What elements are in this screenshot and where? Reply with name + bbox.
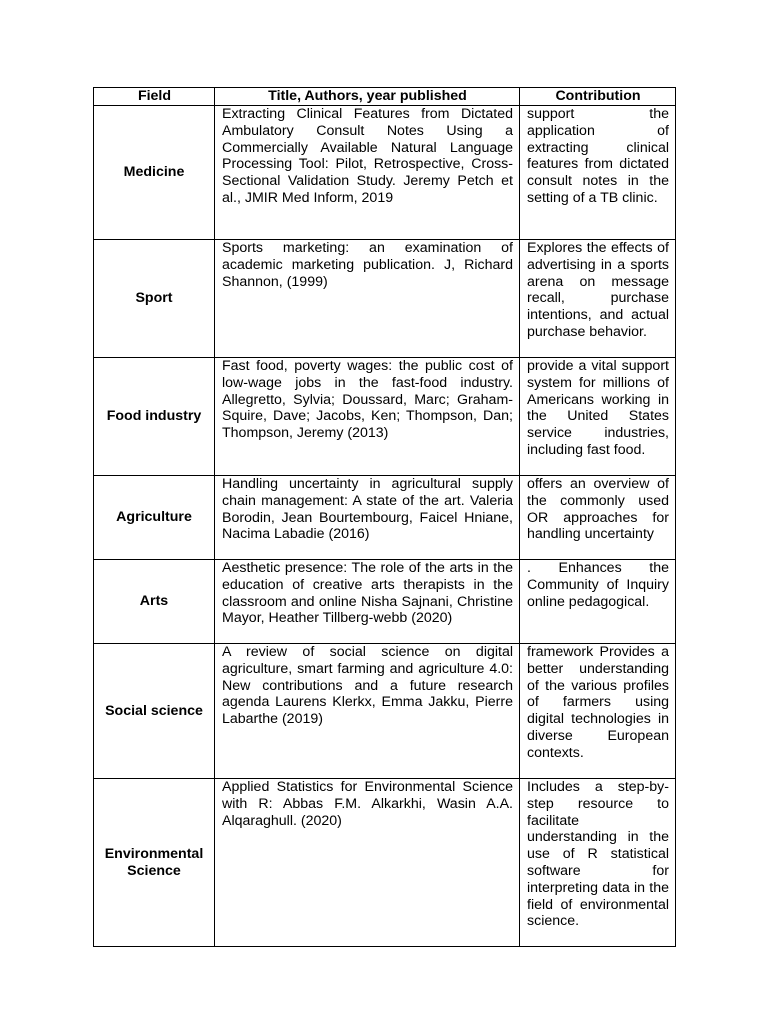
table-row — [94, 240, 676, 358]
table-row — [94, 560, 676, 644]
contribution-cell: provide a vital support system for millions of Americans working in the United States service industries, including fast food. — [520, 358, 676, 476]
field-cell: Sport — [94, 240, 215, 358]
field-cell: Medicine — [94, 106, 215, 240]
contribution-cell: . Enhances the Community of Inquiry online pedagogical. — [520, 560, 676, 644]
title-cell: A review of social science on digital agriculture, smart farming and agriculture 4.0: New contributions and a future research agenda Laurens Klerkx, Emma Jakku, Pierre Labarthe (2019) — [215, 644, 520, 779]
table-row — [94, 106, 676, 240]
contribution-cell: offers an overview of the commonly used OR approaches for handling uncertainty — [520, 476, 676, 560]
title-cell: Handling uncertainty in agricultural supply chain management: A state of the art. Valeria Borodin, Jean Bourtembourg, Faicel Hniane, Nacima Labadie (2016) — [215, 476, 520, 560]
field-cell: Food industry — [94, 358, 215, 476]
field-cell: Agriculture — [94, 476, 215, 560]
header-contribution: Contribution — [520, 88, 676, 106]
field-cell: Environmental Science — [94, 779, 215, 947]
table-row — [94, 644, 676, 779]
title-cell: Fast food, poverty wages: the public cost of low-wage jobs in the fast-food industry. Allegretto, Sylvia; Doussard, Marc; Graham- Squire, Dave; Jacobs, Ken; Thompson, Dan; Thompson, Jeremy (2013) — [215, 358, 520, 476]
table-row — [94, 779, 676, 947]
title-cell: Extracting Clinical Features from Dictated Ambulatory Consult Notes Using a Commercially Available Natural Language Processing Tool: Pilot, Retrospective, Cross-Sectional Validation Study. Jeremy Petch et al., JMIR Med Inform, 2019 — [215, 106, 520, 240]
table-row — [94, 358, 676, 476]
header-title-authors-year: Title, Authors, year published — [215, 88, 520, 106]
contribution-cell: Explores the effects of advertising in a sports arena on message recall, purchase intentions, and actual purchase behavior. — [520, 240, 676, 358]
field-cell: Arts — [94, 560, 215, 644]
title-cell: Applied Statistics for Environmental Science with R: Abbas F.M. Alkarkhi, Wasin A.A. Alqaraghull. (2020) — [215, 779, 520, 947]
contribution-cell: support the application of extracting clinical features from dictated consult notes in the setting of a TB clinic. — [520, 106, 676, 240]
contribution-cell: framework Provides a better understanding of the various profiles of farmers using digital technologies in diverse European contexts. — [520, 644, 676, 779]
title-cell: Aesthetic presence: The role of the arts in the education of creative arts therapists in the classroom and online Nisha Sajnani, Christine Mayor, Heather Tillberg-webb (2020) — [215, 560, 520, 644]
contribution-cell: Includes a step-by-step resource to facilitate understanding in the use of R statistical software for interpreting data in the field of environmental science. — [520, 779, 676, 947]
table-row — [94, 476, 676, 560]
literature-table — [93, 87, 676, 947]
header-row — [94, 88, 676, 106]
header-field: Field — [94, 88, 215, 106]
field-cell: Social science — [94, 644, 215, 779]
title-cell: Sports marketing: an examination of academic marketing publication. J, Richard Shannon, (1999) — [215, 240, 520, 358]
